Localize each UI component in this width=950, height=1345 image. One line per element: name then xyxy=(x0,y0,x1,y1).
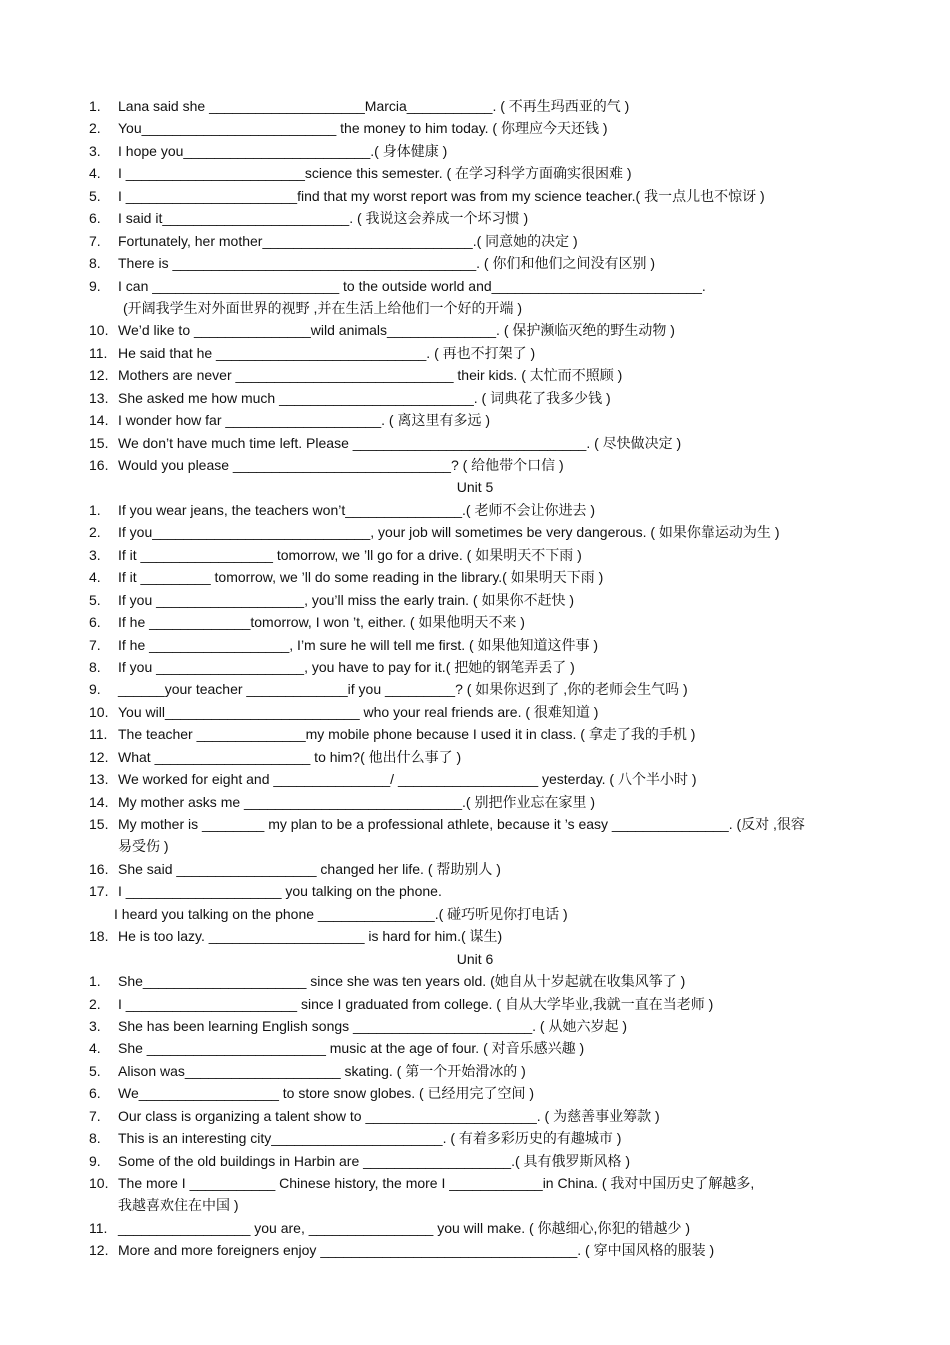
item-number: 7. xyxy=(89,636,101,653)
item-number: 5. xyxy=(89,1062,101,1079)
item-number: 12. xyxy=(89,367,109,384)
exercise-item xyxy=(0,1015,950,1037)
item-text: You_________________________ the money to him today. ( 你理应今天还钱 ) xyxy=(118,120,608,137)
exercise-item xyxy=(0,611,950,633)
item-number: 12. xyxy=(89,1242,109,1259)
item-text: I said it________________________. ( 我说这会养成一个坏习惯 ) xyxy=(118,210,529,227)
item-number: 6. xyxy=(89,210,101,227)
item-text: Would you please ____________________________? ( 给他带个口信 ) xyxy=(118,457,564,473)
item-text: He said that he ___________________________. ( 再也不打架了 ) xyxy=(118,344,536,361)
item-number: 11. xyxy=(89,726,108,743)
item-text: I ______________________find that my worst report was from my science teacher.( 我一点儿也不惊讶 ) xyxy=(118,187,765,204)
item-number: 11. xyxy=(89,1219,108,1236)
exercise-item xyxy=(0,768,950,790)
item-text: Mothers are never ____________________________ their kids. ( 太忙而不照顾 ) xyxy=(118,367,623,384)
unit-heading-text: Unit 6 xyxy=(456,950,494,967)
exercise-item xyxy=(0,319,950,341)
item-number: 4. xyxy=(89,569,101,586)
item-text: Our class is organizing a talent show to ______________________. ( 为慈善事业筹款 ) xyxy=(118,1107,660,1124)
item-continuation: (开阔我学生对外面世界的视野 ,并在生活上给他们一个好的开端 ) xyxy=(123,299,522,316)
item-text: He is too lazy. ____________________ is hard for him.( 谋生) xyxy=(118,928,503,945)
item-number: 4. xyxy=(89,1040,101,1057)
item-text: She _______________________ music at the age of four. ( 对音乐感兴趣 ) xyxy=(118,1040,585,1057)
exercise-item xyxy=(0,252,950,274)
item-text: I can ________________________ to the outside world and___________________________. xyxy=(118,277,706,294)
exercise-item xyxy=(0,678,950,700)
item-text: If you ___________________, you have to pay for it.( 把她的钢笔弄丢了 ) xyxy=(118,658,575,675)
item-number: 12. xyxy=(89,748,109,765)
unit-heading xyxy=(0,948,950,970)
item-text: If it _________ tomorrow, we ’ll do some reading in the library.( 如果明天下雨 ) xyxy=(118,569,604,586)
exercise-item xyxy=(0,409,950,431)
item-text: We worked for eight and _______________/ __________________ yesterday. ( 八个半小时 ) xyxy=(118,771,697,788)
item-text: If he _____________tomorrow, I won ’t, either. ( 如果他明天不来 ) xyxy=(118,614,525,631)
item-number: 16. xyxy=(89,860,109,877)
item-number: 3. xyxy=(89,142,101,159)
item-text: I _______________________science this semester. ( 在学习科学方面确实很困难 ) xyxy=(118,165,632,182)
item-text: I ____________________ you talking on the phone. xyxy=(118,883,442,900)
item-continuation: 易受伤 ) xyxy=(118,838,169,855)
exercise-item xyxy=(0,746,950,768)
item-text: We’d like to _______________wild animals______________. ( 保护濒临灭绝的野生动物 ) xyxy=(118,322,675,339)
item-text: If it _________________ tomorrow, we ’ll go for a drive. ( 如果明天不下雨 ) xyxy=(118,546,582,563)
item-text: I ______________________ since I graduated from college. ( 自从大学毕业,我就一直在当老师 ) xyxy=(118,995,714,1012)
item-text: The more I ___________ Chinese history, the more I ____________in China. ( 我对中国历史了解越多, xyxy=(118,1175,755,1191)
exercise-item xyxy=(0,230,950,252)
item-number: 8. xyxy=(89,658,101,675)
exercise-item xyxy=(0,117,950,139)
item-text: If you wear jeans, the teachers won’t_______________.( 老师不会让你进去 ) xyxy=(118,501,596,518)
exercise-item xyxy=(0,1150,950,1172)
item-text: The teacher ______________my mobile phone because I used it in class. ( 拿走了我的手机 ) xyxy=(118,726,696,743)
item-number: 3. xyxy=(89,1017,101,1034)
exercise-item xyxy=(0,634,950,656)
exercise-item xyxy=(0,1082,950,1104)
item-text: She said __________________ changed her life. ( 帮助别人 ) xyxy=(118,860,501,877)
exercise-item xyxy=(0,813,950,835)
exercise-item xyxy=(0,1037,950,1059)
exercise-item xyxy=(0,835,950,857)
exercise-item xyxy=(0,1239,950,1261)
worksheet xyxy=(0,95,950,1262)
item-number: 6. xyxy=(89,614,101,631)
item-number: 2. xyxy=(89,524,101,541)
exercise-item xyxy=(0,140,950,162)
item-text: Fortunately, her mother___________________________.( 同意她的决定 ) xyxy=(118,232,578,249)
item-number: 2. xyxy=(89,120,101,137)
item-text: She_____________________ since she was ten years old. (她自从十岁起就在收集风筝了 ) xyxy=(118,973,686,990)
exercise-item xyxy=(0,791,950,813)
exercise-item xyxy=(0,656,950,678)
exercise-item xyxy=(0,1127,950,1149)
exercise-item xyxy=(0,275,950,297)
exercise-item xyxy=(0,1105,950,1127)
item-text: If he __________________, I’m sure he will tell me first. ( 如果他知道这件事 ) xyxy=(118,636,599,653)
item-number: 9. xyxy=(89,1152,101,1169)
exercise-item xyxy=(0,454,950,476)
item-text: If you ___________________, you’ll miss the early train. ( 如果你不赶快 ) xyxy=(118,591,575,608)
exercise-item xyxy=(0,858,950,880)
unit-heading xyxy=(0,476,950,498)
item-number: 10. xyxy=(89,1175,109,1191)
item-text: Some of the old buildings in Harbin are ___________________.( 具有俄罗斯风格 ) xyxy=(118,1152,631,1169)
item-number: 15. xyxy=(89,816,109,832)
item-number: 7. xyxy=(89,1107,101,1124)
item-number: 9. xyxy=(89,681,101,698)
exercise-item xyxy=(0,387,950,409)
item-text: She asked me how much _________________________. ( 词典花了我多少钱 ) xyxy=(118,389,611,406)
item-text: My mother is ________ my plan to be a professional athlete, because it ’s easy _______________. (反对 ,很容 xyxy=(118,816,805,832)
item-number: 1. xyxy=(89,501,101,518)
item-text: There is _______________________________________. ( 你们和他们之间没有区别 ) xyxy=(118,255,656,272)
item-number: 2. xyxy=(89,995,101,1012)
item-text: If you____________________________, your job will sometimes be very dangerous. ( 如果你靠运动为生 ) xyxy=(118,524,780,541)
item-number: 8. xyxy=(89,1130,101,1147)
item-number: 8. xyxy=(89,255,101,272)
item-text: She has been learning English songs _______________________. ( 从她六岁起 ) xyxy=(118,1017,628,1034)
exercise-item xyxy=(0,432,950,454)
item-number: 5. xyxy=(89,187,101,204)
item-text: My mother asks me ____________________________.( 别把作业忘在家里 ) xyxy=(118,793,596,810)
exercise-item xyxy=(0,566,950,588)
exercise-item xyxy=(0,880,950,902)
item-continuation: I heard you talking on the phone _______________.( 碰巧听见你打电话 ) xyxy=(114,905,568,922)
item-number: 11. xyxy=(89,344,108,361)
item-continuation: 我越喜欢住在中国 ) xyxy=(118,1197,239,1214)
exercise-item xyxy=(0,1217,950,1239)
item-number: 7. xyxy=(89,232,101,249)
exercise-item xyxy=(0,925,950,947)
item-text: Alison was____________________ skating. ( 第一个开始滑冰的 ) xyxy=(118,1062,526,1079)
exercise-item xyxy=(0,499,950,521)
item-number: 16. xyxy=(89,457,109,473)
item-number: 17. xyxy=(89,883,109,900)
item-number: 5. xyxy=(89,591,101,608)
exercise-item xyxy=(0,207,950,229)
item-number: 9. xyxy=(89,277,101,294)
exercise-item xyxy=(0,297,950,319)
exercise-item xyxy=(0,1194,950,1216)
item-number: 1. xyxy=(89,98,101,114)
exercise-item xyxy=(0,993,950,1015)
item-text: We__________________ to store snow globes. ( 已经用完了空间 ) xyxy=(118,1085,535,1102)
exercise-item xyxy=(0,701,950,723)
item-text: You will_________________________ who your real friends are. ( 很难知道 ) xyxy=(118,703,599,720)
item-number: 13. xyxy=(89,771,109,788)
item-number: 10. xyxy=(89,322,109,339)
item-number: 18. xyxy=(89,928,109,945)
exercise-item xyxy=(0,544,950,566)
item-number: 15. xyxy=(89,434,109,451)
exercise-item xyxy=(0,589,950,611)
exercise-item xyxy=(0,970,950,992)
item-text: What ____________________ to him?( 他出什么事了 ) xyxy=(118,748,462,765)
unit-heading-text: Unit 5 xyxy=(456,479,494,496)
item-number: 14. xyxy=(89,793,109,810)
exercise-item xyxy=(0,342,950,364)
exercise-item xyxy=(0,162,950,184)
exercise-item xyxy=(0,1060,950,1082)
exercise-item xyxy=(0,1172,950,1194)
item-text: I hope you________________________.( 身体健康 ) xyxy=(118,142,448,159)
item-number: 10. xyxy=(89,703,109,720)
exercise-item xyxy=(0,723,950,745)
item-text: Lana said she ____________________Marcia___________. ( 不再生玛西亚的气 ) xyxy=(118,98,630,114)
item-number: 14. xyxy=(89,412,109,429)
item-text: We don’t have much time left. Please ______________________________. ( 尽快做决定 ) xyxy=(118,434,682,451)
item-text: I wonder how far ____________________. ( 离这里有多远 ) xyxy=(118,412,490,429)
item-number: 4. xyxy=(89,165,101,182)
item-number: 3. xyxy=(89,546,101,563)
item-number: 13. xyxy=(89,389,109,406)
item-text: _________________ you are, ________________ you will make. ( 你越细心,你犯的错越少 ) xyxy=(118,1219,690,1236)
exercise-item xyxy=(0,903,950,925)
exercise-item xyxy=(0,185,950,207)
item-text: More and more foreigners enjoy _________________________________. ( 穿中国风格的服装 ) xyxy=(118,1242,715,1259)
exercise-item xyxy=(0,364,950,386)
item-number: 1. xyxy=(89,973,101,990)
item-number: 6. xyxy=(89,1085,101,1102)
exercise-item xyxy=(0,521,950,543)
item-text: ______your teacher _____________if you _________? ( 如果你迟到了 ,你的老师会生气吗 ) xyxy=(118,681,688,698)
item-text: This is an interesting city______________________. ( 有着多彩历史的有趣城市 ) xyxy=(118,1130,622,1147)
exercise-item xyxy=(0,95,950,117)
